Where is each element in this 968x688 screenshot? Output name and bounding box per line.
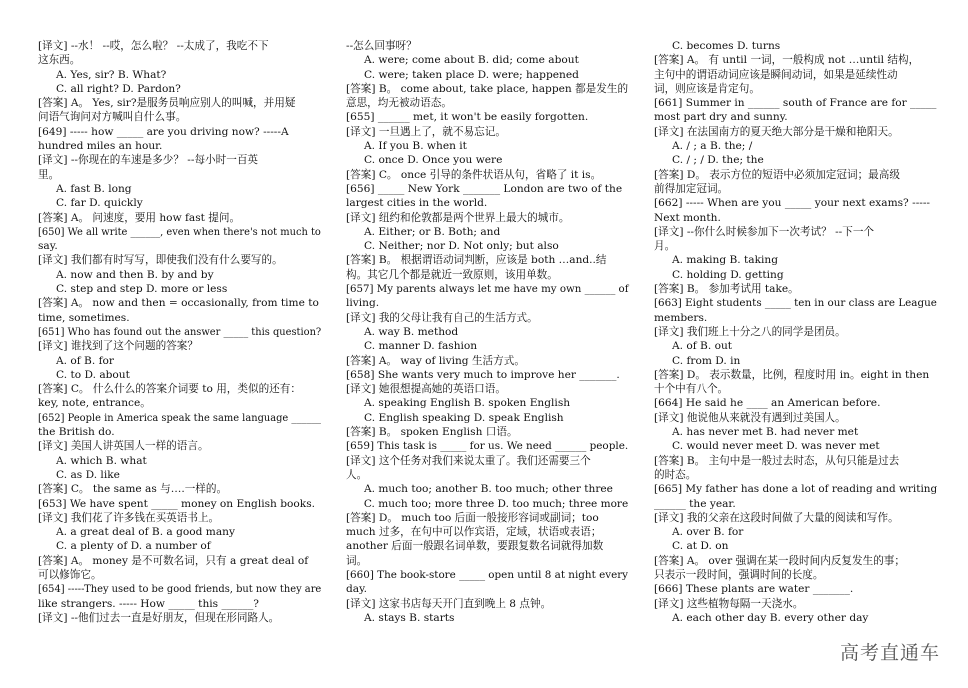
option-line: A. speaking English B. spoken English xyxy=(364,397,571,410)
option-line: C. Neither; nor D. Not only; but also xyxy=(364,240,559,253)
option-line: A. stays B. starts xyxy=(364,611,455,624)
text-line: [译文] 纽约和伦敦都是两个世界上最大的城市。 xyxy=(346,211,570,224)
option-line: A. of B. out xyxy=(672,340,733,353)
text-line: [译文] 谁找到了这个问题的答案？ xyxy=(38,340,198,353)
text-column-2 xyxy=(346,39,628,625)
text-line: [答案] B。 根据谓语动词判断，应该是 both …and..结 xyxy=(346,254,607,267)
text-column-3 xyxy=(654,39,937,625)
text-line: [答案] A。 问速度，要用 how fast 提问。 xyxy=(38,211,241,224)
text-line: 词，则应该是肯定句。 xyxy=(654,82,760,95)
text-line: day. xyxy=(346,583,368,596)
text-line: [650] We all write ______, even when there's not much to xyxy=(38,225,321,238)
text-line: [答案] A。 over 强调在某一段时间内反复发生的事； xyxy=(654,554,905,567)
text-line: [译文] 美国人讲英国人一样的语言。 xyxy=(38,440,209,453)
text-line: --怎么回事呀？ xyxy=(346,40,417,52)
text-line: [666] These plants are water _______. xyxy=(654,583,854,596)
option-line: A. a great deal of B. a good many xyxy=(56,526,235,539)
text-line: 这东西。 xyxy=(38,54,81,67)
text-line: 词。 xyxy=(346,554,368,567)
text-line: members. xyxy=(654,311,708,324)
text-line: [译文] 我的父母让我有自己的生活方式。 xyxy=(346,311,538,324)
text-line: most part dry and sunny. xyxy=(654,111,788,124)
option-line: C. as D. like xyxy=(56,468,120,481)
text-line: [译文] --他们过去一直是好朋友，但现在形同路人。 xyxy=(38,611,280,624)
text-line: 问语气询问对方喊叫自什么事。 xyxy=(38,111,187,124)
text-line: [659] This task is _____ for us. We need ______ people. xyxy=(346,440,629,453)
text-line: [665] My father has done a lot of reading and writing xyxy=(654,483,938,496)
text-line: [译文] 一旦遇上了，就不易忘记。 xyxy=(346,125,506,138)
option-line: C. English speaking D. speak English xyxy=(364,411,564,424)
text-line: [652] People in America speak the same language ______ xyxy=(38,411,321,424)
watermark-text: 高考直通车 xyxy=(839,641,940,664)
option-line: A. / ; a B. the; / xyxy=(672,140,753,153)
text-line: 人。 xyxy=(346,468,368,481)
text-line: [答案] C。 什么什么的答案介词要 to 用，类似的还有： xyxy=(38,383,301,396)
text-line: [译文] 我的父亲在这段时间做了大量的阅读和写作。 xyxy=(654,511,899,524)
text-line: [答案] B。 主句中是一般过去时态，从句只能是过去 xyxy=(654,454,900,467)
text-line: [答案] B。 spoken English 口语。 xyxy=(346,426,518,439)
text-line: [649] ----- how _____ are you driving now? -----A xyxy=(38,125,289,138)
option-line: A. If you B. when it xyxy=(364,140,467,153)
text-line: [译文] 她很想提高她的英语口语。 xyxy=(346,383,506,396)
text-line: 构。其它几个都是就近一致原则，该用单数。 xyxy=(346,268,558,281)
text-line: [译文] 在法国南方的夏天绝大部分是干燥和艳阳天。 xyxy=(654,125,899,138)
option-line: C. / ; / D. the; the xyxy=(672,154,764,167)
text-line: [664] He said he ____ an American before. xyxy=(654,397,881,410)
text-line: [译文] 这些植物每隔一天浇水。 xyxy=(654,597,804,610)
text-line: [译文] 我们花了许多钱在买英语书上。 xyxy=(38,511,220,524)
option-line: C. at D. on xyxy=(672,540,729,553)
text-line: [译文] 他说他从来就没有遇到过美国人。 xyxy=(654,411,846,424)
option-line: A. each other day B. every other day xyxy=(672,611,869,624)
text-line: [657] My parents always let me have my own ______ of xyxy=(346,283,629,296)
text-line: hundred miles an hour. xyxy=(38,140,163,153)
text-line: [译文] 我们班上十分之八的同学是团员。 xyxy=(654,325,846,338)
text-line: [答案] D。 much too 后面一般接形容词或副词；too xyxy=(346,511,599,524)
option-line: A. over B. for xyxy=(672,526,744,539)
option-line: C. a plenty of D. a number of xyxy=(56,540,211,553)
option-line: C. once D. Once you were xyxy=(364,154,503,167)
text-line: Next month. xyxy=(654,211,721,224)
text-line: key, note, entrance。 xyxy=(38,397,151,410)
text-column-1 xyxy=(38,39,321,625)
option-line: C. far D. quickly xyxy=(56,197,143,210)
text-line: [答案] B。 come about, take place, happen 都是发生的 xyxy=(346,82,629,95)
text-line: ______ the year. xyxy=(654,497,736,510)
text-line: [译文] --你现在的车速是多少？ --每小时一百英 xyxy=(38,154,259,167)
text-line: another 后面一般跟名词单数，要跟复数名词就得加数 xyxy=(346,540,604,553)
option-line: C. would never meet D. was never met xyxy=(672,440,880,453)
text-line: 主句中的谓语动词应该是瞬间动词，如果是延续性动 xyxy=(654,68,898,81)
option-line: C. step and step D. more or less xyxy=(56,283,228,296)
option-line: A. of B. for xyxy=(56,354,114,367)
text-line: [答案] C。 the same as 与….一样的。 xyxy=(38,483,228,496)
option-line: A. way B. method xyxy=(364,325,459,338)
option-line: A. Yes, sir? B. What? xyxy=(56,68,167,81)
text-line: [答案] A。 money 是不可数名词，只有 a great deal of xyxy=(38,554,309,567)
text-line: [答案] B。 参加考试用 take。 xyxy=(654,283,799,296)
text-line: 意思，均无被动语态。 xyxy=(346,97,452,110)
text-line: [656] _____ New York _______ London are two of the xyxy=(346,182,623,195)
option-line: C. manner D. fashion xyxy=(364,340,478,353)
text-line: [答案] D。 表示方位的短语中必须加定冠词；最高级 xyxy=(654,168,900,181)
option-line: A. much too; another B. too much; other three xyxy=(364,483,613,496)
text-line: [655] ______ met, it won't be easily forgotten. xyxy=(346,111,589,124)
text-line: [答案] D。 表示数量，比例，程度时用 in。eight in then xyxy=(654,368,930,381)
text-line: [654] -----They used to be good friends, but now they are xyxy=(38,583,322,596)
text-line: 只表示一段时间，强调时间的长度。 xyxy=(654,568,824,581)
text-line: [译文] --水！ --哎，怎么啦？ --太成了，我吃不下 xyxy=(38,40,269,52)
text-line: 月。 xyxy=(654,240,676,253)
option-line: C. were; taken place D. were; happened xyxy=(364,68,579,81)
text-line: [651] Who has found out the answer _____ this question? xyxy=(38,325,322,338)
text-line: much 过多，在句中可以作宾语，定域，状语或表语； xyxy=(346,526,602,539)
text-line: [译文] 这家书店每天开门直到晚上 8 点钟。 xyxy=(346,597,552,610)
text-line: like strangers. ----- How _____ this ______? xyxy=(38,597,259,610)
text-line: 里。 xyxy=(38,168,60,181)
option-line: A. fast B. long xyxy=(56,182,132,195)
text-line: living. xyxy=(346,297,380,310)
text-line: time, sometimes. xyxy=(38,311,130,324)
text-line: 的时态。 xyxy=(654,468,697,481)
text-line: [答案] C。 once 引导的条件状语从句，省略了 it is。 xyxy=(346,168,602,181)
text-line: 十个中有八个。 xyxy=(654,383,729,396)
text-line: [答案] A。 now and then = occasionally, from time to xyxy=(38,297,319,310)
option-line: C. from D. in xyxy=(672,354,741,367)
option-line: C. holding D. getting xyxy=(672,268,784,281)
option-line: C. much too; more three D. too much; three more xyxy=(363,497,629,510)
option-line: C. to D. about xyxy=(56,368,130,381)
option-line: A. which B. what xyxy=(56,454,147,467)
text-line: [662] ----- When are you _____ your next exams? ----- xyxy=(654,197,931,210)
text-line: [663] Eight students _____ ten in our class are League xyxy=(654,297,937,310)
text-line: 前得加定冠词。 xyxy=(654,182,729,195)
option-line: A. making B. taking xyxy=(672,254,779,267)
text-line: [661] Summer in ______ south of France are for _____ xyxy=(654,97,937,110)
text-line: 可以修饰它。 xyxy=(38,568,102,581)
option-line: A. now and then B. by and by xyxy=(56,268,214,281)
option-line: C. becomes D. turns xyxy=(672,40,781,52)
text-line: [译文] 这个任务对我们来说太重了。我们还需要三个 xyxy=(346,454,591,467)
text-line: [答案] A。 有 until 一词，一般构成 not …until 结构， xyxy=(654,54,920,67)
option-line: A. were; come about B. did; come about xyxy=(364,54,579,67)
option-line: A. has never met B. had never met xyxy=(672,426,859,439)
text-line: largest cities in the world. xyxy=(346,197,488,210)
text-line: [658] She wants very much to improve her _______. xyxy=(346,368,620,381)
option-line: A. Either; or B. Both; and xyxy=(364,225,501,238)
text-line: [译文] --你什么时候参加下一次考试？ --下一个 xyxy=(654,225,875,238)
text-line: [译文] 我们都有时写写，即使我们没有什么要写的。 xyxy=(38,254,283,267)
text-line: [660] The book-store _____ open until 8 at night every xyxy=(346,568,629,581)
text-line: say. xyxy=(38,240,58,253)
text-line: [答案] A。 Yes, sir?是服务员响应别人的叫喊，并用疑 xyxy=(38,97,296,110)
text-line: [653] We have spent _____ money on English books. xyxy=(38,497,315,510)
text-line: [答案] A。 way of living 生活方式。 xyxy=(346,354,525,367)
text-line: the British do. xyxy=(38,426,115,439)
option-line: C. all right? D. Pardon? xyxy=(56,82,181,95)
